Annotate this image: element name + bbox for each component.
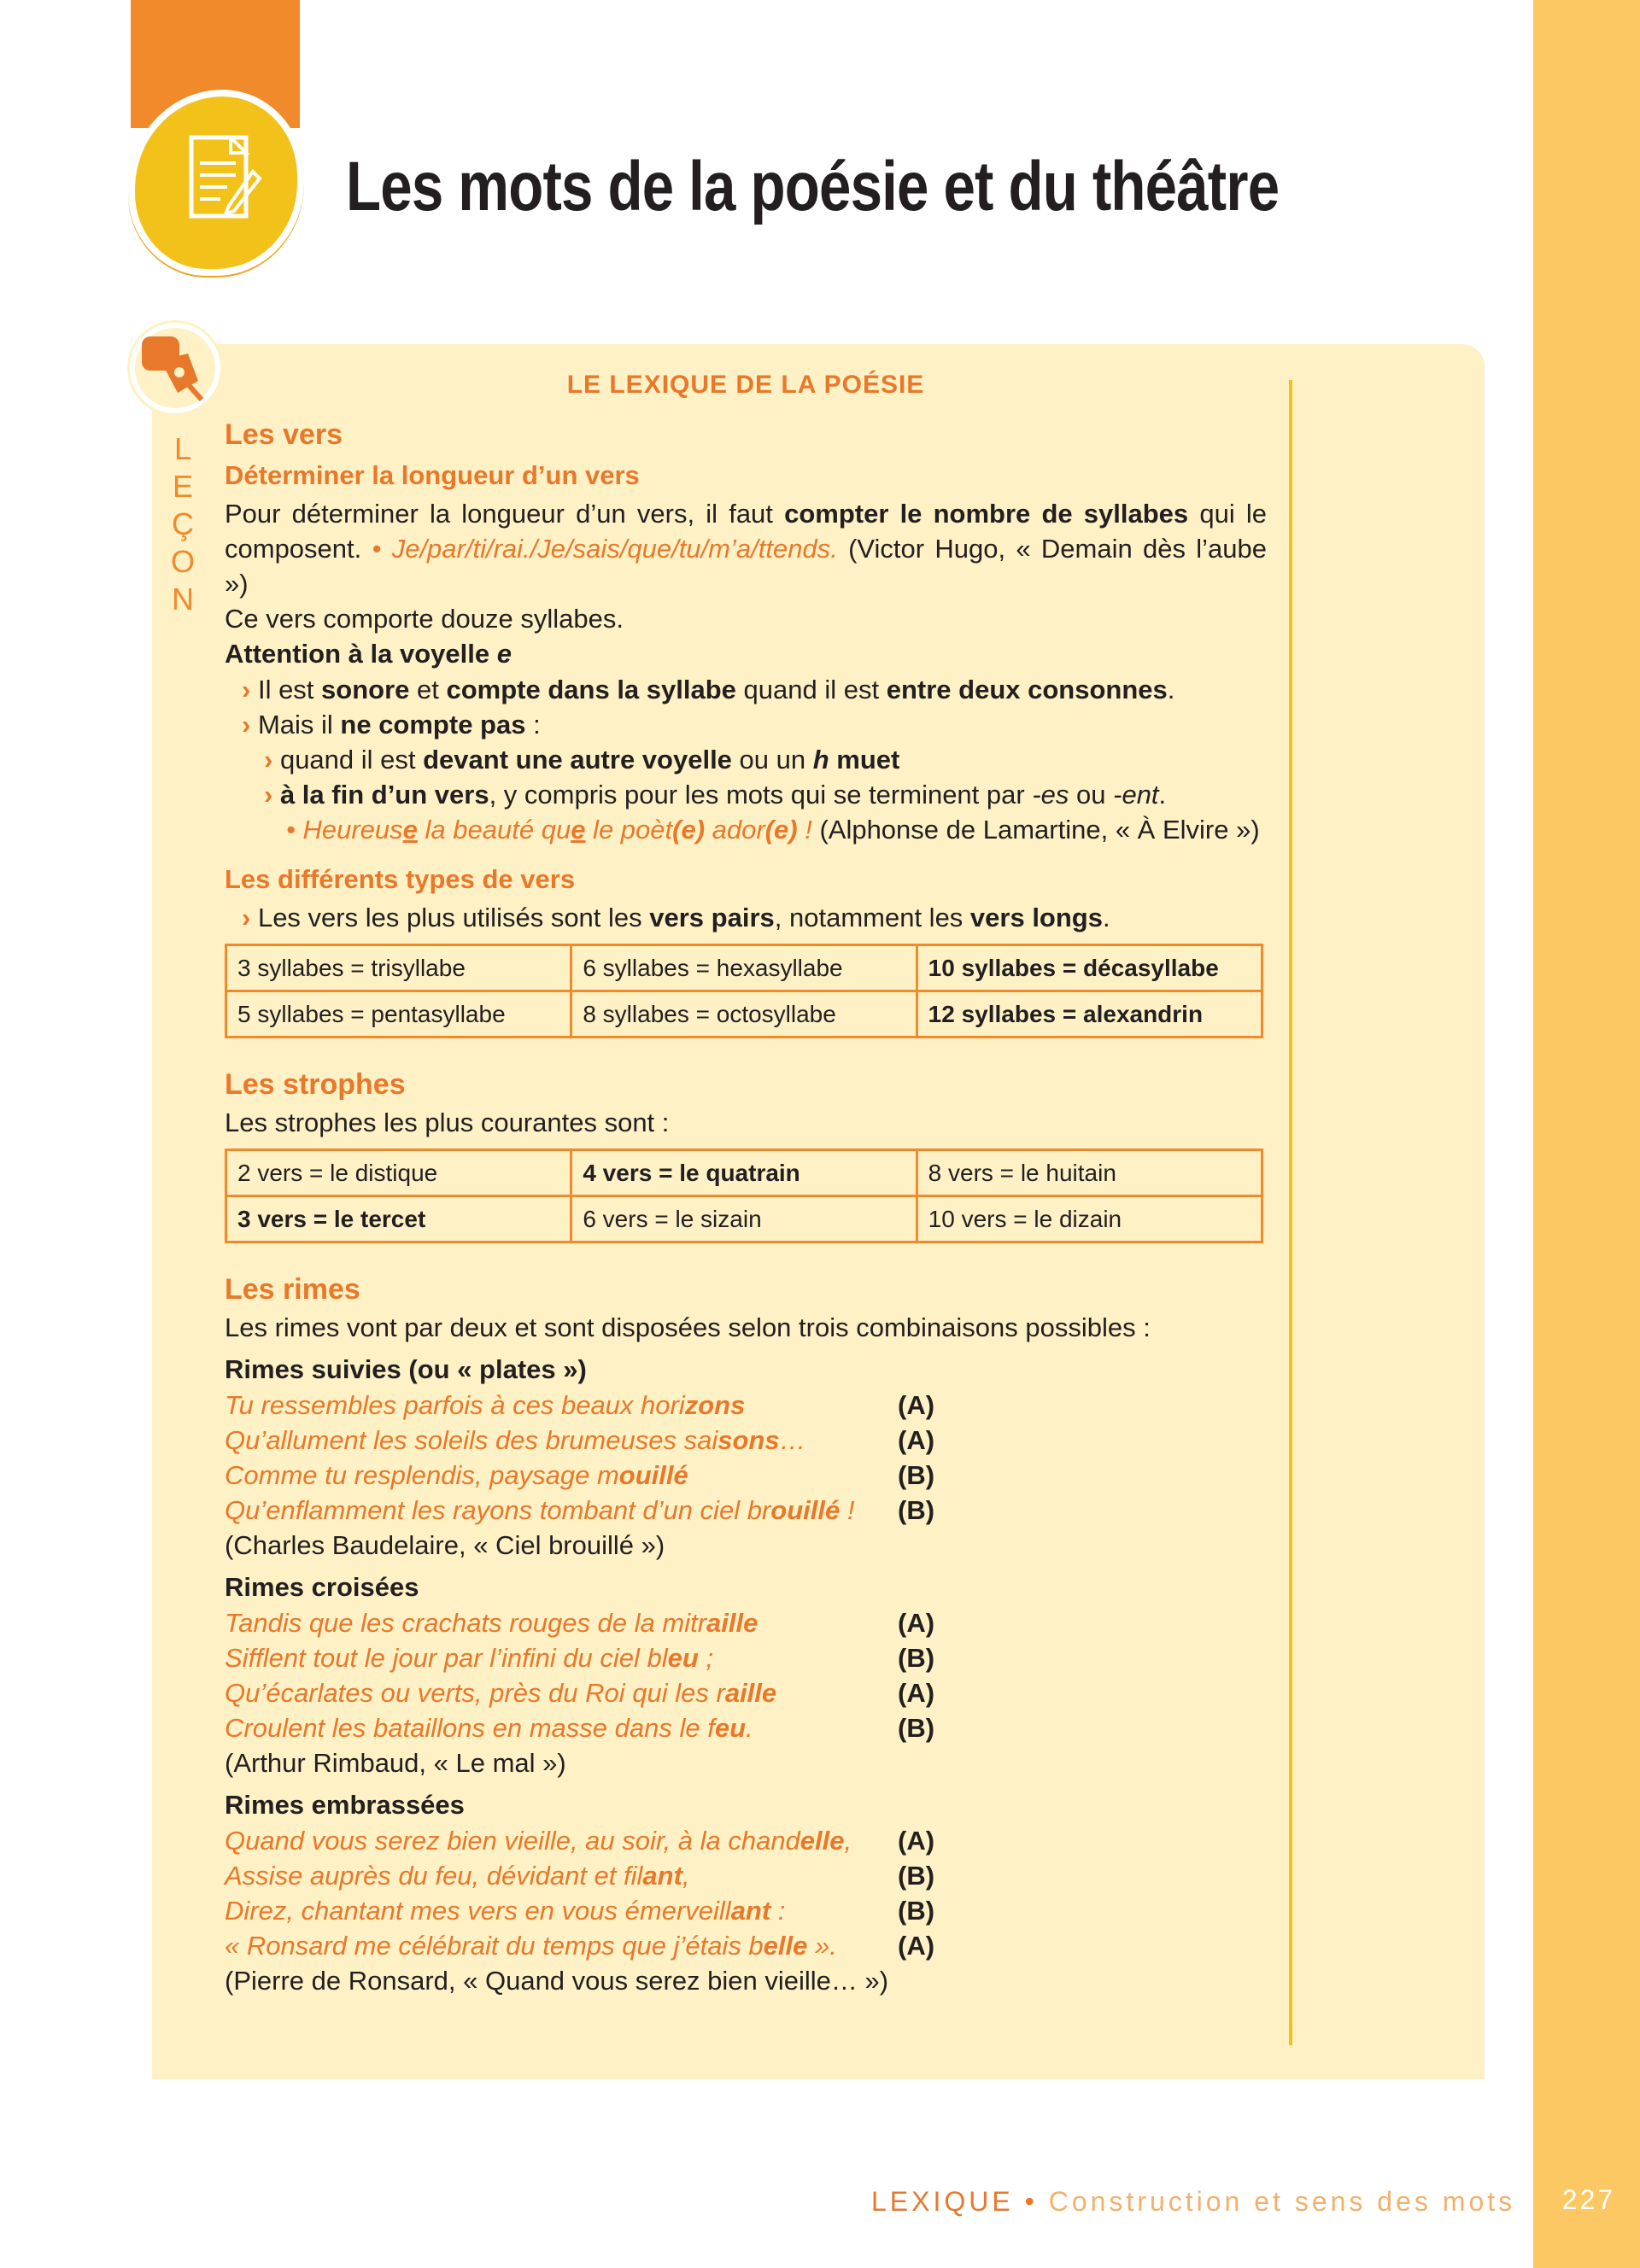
table-strophes: [225, 1149, 1263, 1243]
poem-ronsard: [225, 1823, 1267, 1998]
poem-line: Qu’enflamment les rayons tombant d’un ciel brouillé ! (B): [225, 1495, 935, 1525]
poem-line: Tu ressembles parfois à ces beaux horizons (A): [225, 1390, 935, 1420]
table-row: 3 syllabes = trisyllabe 6 syllabes = hexasyllabe 10 syllabes = décasyllabe: [226, 945, 1262, 991]
poem-line: Assise auprès du feu, dévidant et filant, (B): [225, 1861, 935, 1891]
pen-nib-icon: [135, 328, 215, 408]
heading-rimes-croisees: Rimes croisées: [225, 1572, 419, 1602]
chevron-icon: ›: [264, 780, 273, 810]
rimes-intro: Les rimes vont par deux et sont disposées selon trois combinaisons possibles :: [225, 1312, 1151, 1342]
document-pencil-icon: [186, 132, 263, 235]
poem-line: « Ronsard me célébrait du temps que j’étais belle ». (A): [225, 1931, 935, 1961]
poem-line: Qu’écarlates ou verts, près du Roi qui les raille (A): [225, 1678, 935, 1708]
chevron-icon: ›: [264, 745, 273, 775]
heading-rimes-embrassees: Rimes embrassées: [225, 1790, 465, 1820]
poem-line: Quand vous serez bien vieille, au soir, à la chandelle, (A): [225, 1826, 935, 1856]
poem-source: (Arthur Rimbaud, « Le mal »): [225, 1748, 566, 1778]
section-title: LE LEXIQUE DE LA POÉSIE: [566, 371, 925, 399]
heading-strophes: Les strophes: [225, 1068, 406, 1101]
running-footer: [871, 2186, 1516, 2218]
poem-line: Comme tu resplendis, paysage mouillé (B): [225, 1460, 935, 1490]
page-number: 227: [1561, 2184, 1616, 2215]
example-lamartine: • Heureuse la beauté que le poèt(e) ador(e) ! (Alphonse de Lamartine, « À Elvire »): [286, 815, 1260, 845]
lecon-label: L E Ç O N: [170, 431, 196, 617]
heading-vers: Les vers: [225, 418, 343, 451]
table-vers: [225, 944, 1263, 1038]
chevron-icon: ›: [242, 675, 251, 704]
rule-sonore: › Il est sonore et compte dans la syllabe quand il est entre deux consonnes.: [242, 675, 1175, 704]
footer-section: LEXIQUE: [871, 2186, 1014, 2217]
strophes-intro: Les strophes les plus courantes sont :: [225, 1108, 670, 1137]
table-row: 3 vers = le tercet 6 vers = le sizain 10 vers = le dizain: [226, 1196, 1262, 1242]
lesson-content: [225, 367, 1267, 1998]
poem-baudelaire: [225, 1388, 1267, 1563]
heading-rimes: Les rimes: [225, 1273, 360, 1306]
table-row: 5 syllabes = pentasyllabe 8 syllabes = octosyllabe 12 syllabes = alexandrin: [226, 991, 1262, 1038]
lecon-badge: [130, 323, 220, 413]
table-row: 2 vers = le distique 4 vers = le quatrain 8 vers = le huitain: [226, 1150, 1262, 1196]
heading-longueur: Déterminer la longueur d’un vers: [225, 460, 640, 490]
types-intro: › Les vers les plus utilisés sont les vers pairs, notamment les vers longs.: [242, 903, 1110, 932]
paragraph-longueur: Pour déterminer la longueur d’un vers, il faut compter le nombre de syllabes qui le composent. • Je/par/ti/rai./Je/sais/que/tu/m’a/ttends. (Victor Hugo, « Demain dès l’aube »): [225, 499, 1268, 599]
page-title: Les mots de la poésie et du théâtre: [346, 148, 1280, 225]
poem-line: Croulent les bataillons en masse dans le feu. (B): [225, 1713, 935, 1743]
heading-rimes-suivies: Rimes suivies (ou « plates »): [225, 1354, 587, 1384]
chevron-icon: ›: [242, 710, 251, 739]
footer-bullet: •: [1024, 2186, 1038, 2217]
margin-rule: [1289, 380, 1292, 2045]
poem-line: Qu’allument les soleils des brumeuses saisons… (A): [225, 1425, 935, 1455]
chevron-icon: ›: [242, 903, 251, 932]
rule-voyelle: › quand il est devant une autre voyelle ou un h muet: [264, 745, 900, 775]
poem-line: Tandis que les crachats rouges de la mitraille (A): [225, 1608, 935, 1638]
poem-source: (Charles Baudelaire, « Ciel brouillé »): [225, 1530, 665, 1560]
rule-fin-vers: › à la fin d’un vers, y compris pour les mots qui se terminent par -es ou -ent.: [264, 780, 1167, 810]
heading-types: Les différents types de vers: [225, 864, 576, 894]
poem-rimbaud: [225, 1605, 1267, 1780]
poem-line: Sifflent tout le jour par l’infini du ciel bleu ; (B): [225, 1643, 935, 1673]
side-band: [1533, 0, 1640, 2268]
paragraph-syllabes: Ce vers comporte douze syllabes.: [225, 604, 624, 634]
heading-voyelle: Attention à la voyelle e: [225, 639, 512, 669]
poem-line: Direz, chantant mes vers en vous émerveillant : (B): [225, 1896, 935, 1926]
poem-source: (Pierre de Ronsard, « Quand vous serez bien vieille… »): [225, 1966, 889, 1996]
rule-ne-compte-pas: › Mais il ne compte pas :: [242, 710, 541, 739]
footer-subtitle: Construction et sens des mots: [1048, 2186, 1516, 2217]
